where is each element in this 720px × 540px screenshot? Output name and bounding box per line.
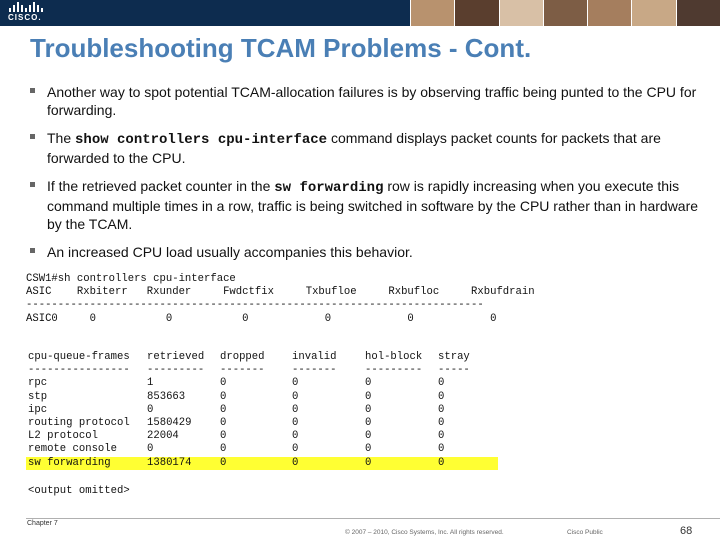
table-row: [26, 391, 498, 404]
table-cell: 0: [292, 403, 299, 416]
table-cell: 0: [438, 390, 445, 403]
table-cell: 0: [292, 456, 299, 469]
table-cell: 0: [438, 377, 445, 390]
table-row: [26, 377, 498, 390]
table-row: [26, 417, 498, 430]
table-cell: 853663: [147, 390, 186, 403]
header-photo: [410, 0, 454, 26]
table-cell: hol-block: [365, 351, 423, 363]
table-cell: 0: [438, 416, 445, 429]
header-photo: [587, 0, 631, 26]
bullet-square-icon: [30, 134, 35, 139]
table-cell: 0: [365, 443, 372, 456]
table-cell: ---------: [147, 364, 205, 377]
table-cell: -------: [220, 364, 265, 377]
table-cell: 0: [365, 403, 372, 416]
table-cell: invalid: [292, 351, 337, 363]
table-cell: 0: [365, 390, 372, 403]
table-row: [26, 404, 498, 417]
table-cell: ---------: [365, 364, 423, 377]
table-cell: retrieved: [147, 351, 205, 363]
bullet-square-icon: [30, 248, 35, 253]
bullet-text-post: row is rapidly increasing when you execute this command multiple times in a row, traffic is being switched in software by the CPU rather than in hardware by the TCAM.: [47, 178, 699, 232]
table-cell: 0: [365, 416, 372, 429]
table-cell: 0: [220, 416, 227, 429]
table-cell: 0: [220, 443, 227, 456]
footer-chapter: Chapter 7: [27, 520, 58, 527]
table-cell: remote console: [28, 443, 118, 456]
table-cell: 0: [292, 443, 299, 456]
header-photo: [543, 0, 587, 26]
table-cell: routing protocol: [28, 416, 130, 429]
table-row: [26, 430, 498, 443]
table-cell: sw forwarding: [28, 456, 111, 469]
header-photo: [499, 0, 543, 26]
header-photo: [631, 0, 675, 26]
bullet-text: Another way to spot potential TCAM-allocation failures is by observing traffic being punted to the CPU for forwarding.: [47, 84, 697, 118]
cisco-logo: [8, 2, 48, 24]
cpu-queue-table: [26, 351, 498, 470]
table-row: [26, 443, 498, 456]
table-cell: 0: [365, 430, 372, 443]
cisco-wordmark: CISCO.: [8, 13, 42, 22]
table-cell: 0: [365, 456, 372, 469]
bullet-square-icon: [30, 88, 35, 93]
bullet-item: [30, 177, 700, 233]
footer-divider: [26, 518, 720, 519]
bullet-item: [30, 243, 700, 261]
table-cell: 1380174: [147, 456, 192, 469]
row-name-code: sw forwarding: [274, 180, 384, 196]
asic-values-line: ASIC0 0 0 0 0 0 0: [26, 312, 497, 325]
bullet-item: [30, 83, 700, 119]
page-number: 68: [680, 525, 693, 537]
table-cell: ipc: [28, 403, 48, 416]
table-cell: stray: [438, 351, 470, 363]
table-cell: cpu-queue-frames: [28, 351, 130, 363]
asic-separator-line: ------------------------------------------------------------------------: [26, 299, 484, 312]
table-cell: 1580429: [147, 416, 192, 429]
table-cell: 0: [438, 443, 445, 456]
header-banner: [0, 0, 720, 26]
bullet-list: [30, 83, 700, 271]
table-row-highlighted: [26, 457, 498, 470]
table-cell: 0: [220, 403, 227, 416]
header-photo: [454, 0, 498, 26]
table-cell: 1: [147, 377, 154, 390]
bullet-text-pre: If the retrieved packet counter in the: [47, 178, 275, 194]
cli-output: [26, 273, 535, 326]
bullet-item: [30, 129, 700, 167]
cli-command-line: CSW1#sh controllers cpu-interface: [26, 273, 236, 285]
table-cell: 0: [438, 403, 445, 416]
table-cell: 0: [365, 377, 372, 390]
bullet-text-post: command displays packet counts for packets that are forwarded to the CPU.: [47, 130, 661, 166]
header-photo: [676, 0, 720, 26]
table-cell: 0: [147, 403, 154, 416]
table-cell: ----------------: [28, 364, 130, 377]
footer-copyright: © 2007 – 2010, Cisco Systems, Inc. All rights reserved.: [345, 529, 504, 536]
bullet-text-pre: The: [47, 130, 76, 146]
table-cell: 0: [220, 390, 227, 403]
footer-classification: Cisco Public: [567, 529, 603, 536]
table-cell: stp: [28, 390, 48, 403]
table-cell: L2 protocol: [28, 430, 98, 443]
table-cell: 0: [292, 430, 299, 443]
table-separator-row: [26, 364, 498, 377]
table-cell: 0: [292, 377, 299, 390]
table-cell: 0: [438, 456, 445, 469]
table-cell: rpc: [28, 377, 48, 390]
table-cell: 0: [147, 443, 154, 456]
table-cell: 0: [220, 430, 227, 443]
table-cell: 0: [292, 390, 299, 403]
table-header-row: [26, 351, 498, 364]
table-cell: dropped: [220, 351, 265, 363]
table-cell: 0: [292, 416, 299, 429]
table-cell: 22004: [147, 430, 179, 443]
command-code: show controllers cpu-interface: [75, 132, 328, 148]
bullet-text: An increased CPU load usually accompanies this behavior.: [47, 244, 413, 260]
table-cell: -------: [292, 364, 337, 377]
table-cell: 0: [220, 377, 227, 390]
bullet-square-icon: [30, 182, 35, 187]
asic-header-line: ASIC Rxbiterr Rxunder Fwdctfix Txbufloe Rxbufloc Rxbufdrain: [26, 286, 535, 299]
table-cell: -----: [438, 364, 470, 377]
cisco-bars-icon: [9, 2, 48, 12]
slide-title: Troubleshooting TCAM Problems - Cont.: [30, 33, 532, 63]
header-photo-strip: [410, 0, 720, 26]
output-omitted-note: <output omitted>: [28, 485, 130, 497]
table-cell: 0: [438, 430, 445, 443]
table-cell: 0: [220, 456, 227, 469]
